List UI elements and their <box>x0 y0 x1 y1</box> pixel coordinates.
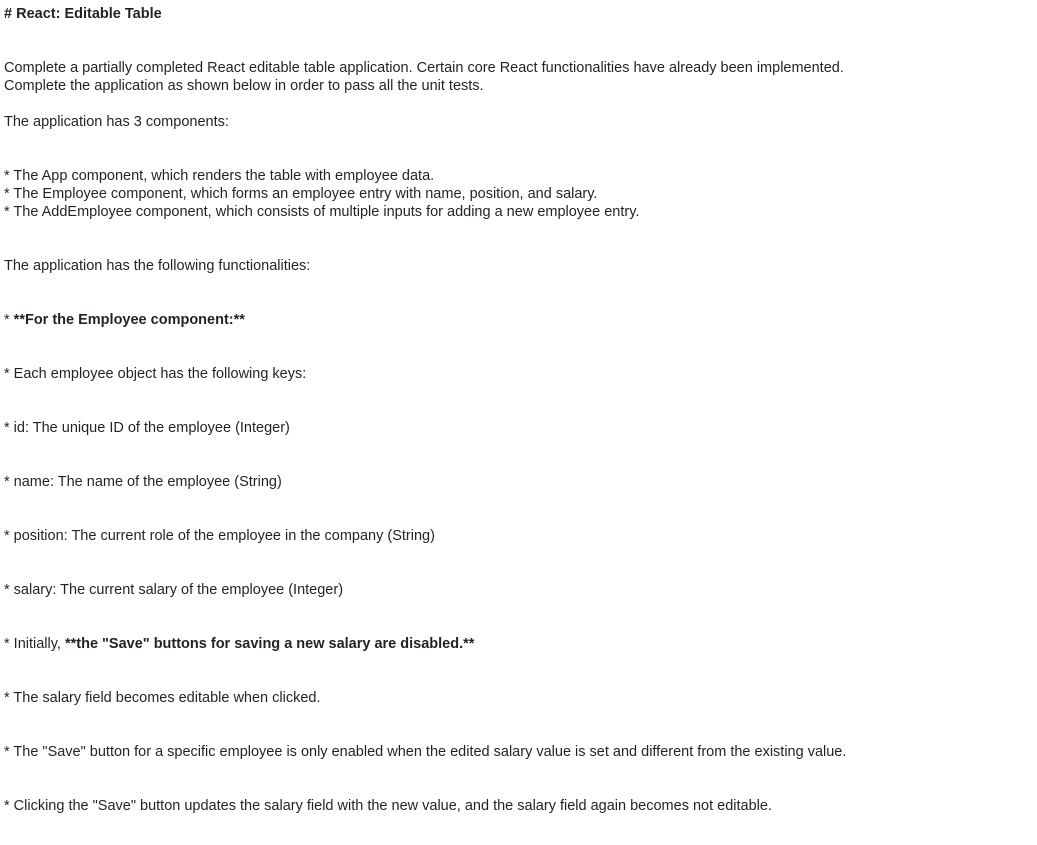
initially-prefix: * Initially, <box>4 636 65 652</box>
keys-intro: * Each employee object has the following keys: <box>4 366 307 382</box>
rule-editable-salary: * The salary field becomes editable when clicked. <box>4 690 321 706</box>
employee-section-heading <box>4 311 245 329</box>
component-item-app: * The App component, which renders the table with employee data. <box>4 168 435 184</box>
component-item-employee: * The Employee component, which forms an employee entry with name, position, and salary. <box>4 186 598 202</box>
key-item-position: * position: The current role of the employee in the company (String) <box>4 528 435 544</box>
initially-bold-text: **the "Save" buttons for saving a new salary are disabled.** <box>64 636 475 652</box>
key-item-salary: * salary: The current salary of the employee (Integer) <box>4 582 344 598</box>
key-item-name: * name: The name of the employee (String) <box>4 474 282 490</box>
employee-section-bullet: * <box>4 312 14 328</box>
key-item-id: * id: The unique ID of the employee (Integer) <box>4 420 290 436</box>
employee-section-label: **For the Employee component:** <box>13 312 245 328</box>
doc-title: # React: Editable Table <box>4 6 162 22</box>
components-heading: The application has 3 components: <box>4 114 229 130</box>
rule-save-enabled: * The "Save" button for a specific employee is only enabled when the edited salary value is set and different from the existing value. <box>4 744 847 760</box>
intro-line-2: Complete the application as shown below in order to pass all the unit tests. <box>4 78 484 94</box>
component-item-add-employee: * The AddEmployee component, which consists of multiple inputs for adding a new employee entry. <box>4 204 640 220</box>
intro-line-1: Complete a partially completed React editable table application. Certain core React functionalities have already been implemented. <box>4 60 844 76</box>
rule-save-click: * Clicking the "Save" button updates the salary field with the new value, and the salary field again becomes not editable. <box>4 798 772 814</box>
functionalities-heading: The application has the following functionalities: <box>4 258 311 274</box>
initially-rule <box>4 635 474 653</box>
